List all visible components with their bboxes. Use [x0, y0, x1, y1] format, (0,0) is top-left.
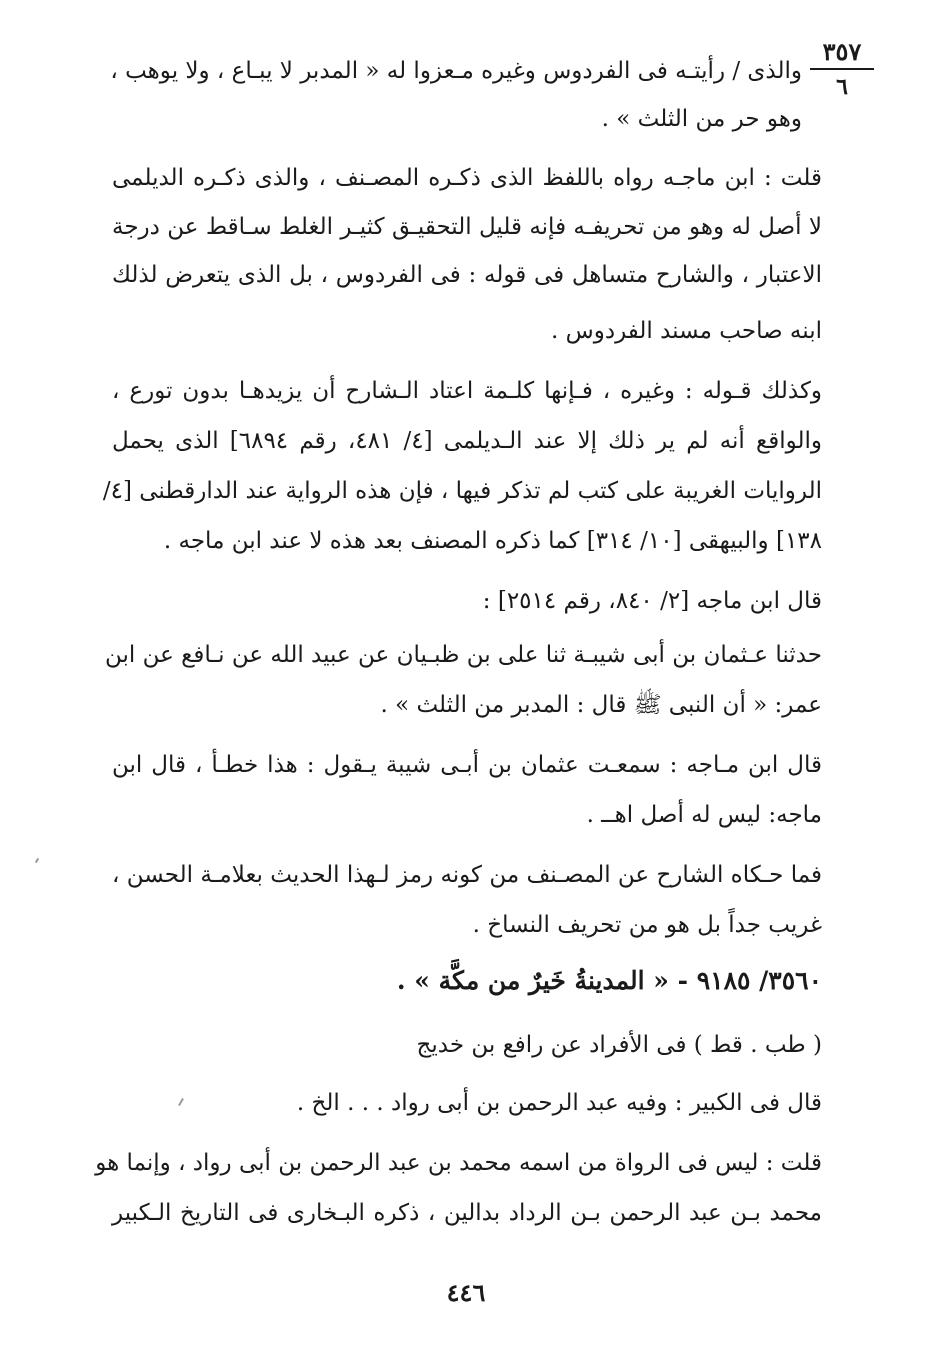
text-line-14: قال ابن مـاجه : سمعـت عثمان بن أبـى شيبة يـقول : هذا خطـأ ، قال ابن	[112, 752, 822, 778]
margin-reference-number: ٣٥٧	[810, 40, 874, 70]
text-line-8: والواقع أنه لم ير ذلك إلا عند الـديلمى [٤/ ٤٨١، رقم ٦٨٩٤] الذى يحمل	[112, 428, 822, 454]
text-line-1: والذى / رأيتـه فى الفردوس وغيره مـعزوا له « المدبر لا يبـاع ، ولا يوهب ،	[110, 58, 802, 84]
text-line-9: الروايات الغريبة على كتب لم تذكر فيها ، فإن هذه الرواية عند الدارقطنى [٤/	[102, 478, 822, 504]
text-line-22: محمد بـن عبد الرحمن بـن الرداد بدالين ، ذكره البـخارى فى التاريخ الـكبير	[112, 1200, 822, 1226]
text-line-10: ١٣٨] والبيهقى [١٠/ ٣١٤] كما ذكره المصنف بعد هذه لا عند ابن ماجه .	[163, 528, 822, 554]
hadith-source-line: ( طب . قط ) فى الأفراد عن رافع بن خديج	[416, 1032, 822, 1058]
text-line-17: غريب جداً بل هو من تحريف النساخ .	[472, 912, 822, 938]
text-line-21: قلت : ليس فى الرواة من اسمه محمد بن عبد الرحمن بن أبى رواد ، وإنما هو	[95, 1150, 822, 1176]
text-line-15: ماجه: ليس له أصل اهــ .	[586, 802, 822, 828]
text-line-16: فما حـكاه الشارح عن المصـنف من كونه رمز لـهذا الحديث بعلامـة الحسن ،	[112, 862, 822, 888]
text-line-3: قلت : ابن ماجـه رواه باللفظ الذى ذكـره المصـنف ، والذى ذكـره الديلمى	[112, 165, 822, 191]
text-line-7: وكذلك قـوله : وغيره ، فـإنها كلـمة اعتاد الـشارح أن يزيدهـا بدون تورع ،	[112, 378, 822, 404]
page-number: ٤٤٦	[446, 1278, 486, 1307]
hadith-margin-reference	[810, 37, 874, 100]
text-line-20: قال فى الكبير : وفيه عبد الرحمن بن أبى رواد . . . الخ .	[296, 1090, 822, 1116]
text-line-12: حدثنا عـثمان بن أبى شيبـة ثنا على بن ظبـيان عن عبيد الله عن نـافع عن ابن	[105, 642, 822, 668]
text-line-11: قال ابن ماجه [٢/ ٨٤٠، رقم ٢٥١٤] :	[482, 588, 822, 614]
margin-reference-sub: ٦	[836, 74, 848, 100]
text-line-4: لا أصل له وهو من تحريفـه فإنه قليل التحقيـق كثيـر الغلط سـاقط عن درجة	[112, 214, 822, 240]
text-line-13: عمر: « أن النبى ﷺ قال : المدبر من الثلث » .	[380, 692, 822, 718]
scan-speck	[35, 858, 39, 863]
hadith-heading: ٣٥٦٠/ ٩١٨٥ - « المدينةُ خَيرٌ من مكَّة » .	[396, 966, 822, 995]
text-line-5: الاعتبار ، والشارح متساهل فى قوله : فى الفردوس ، بل الذى يتعرض لذلك	[112, 262, 822, 288]
text-line-6b: ابنه صاحب مسند الفردوس .	[551, 318, 822, 344]
text-line-2: وهو حر من الثلث » .	[601, 106, 802, 132]
